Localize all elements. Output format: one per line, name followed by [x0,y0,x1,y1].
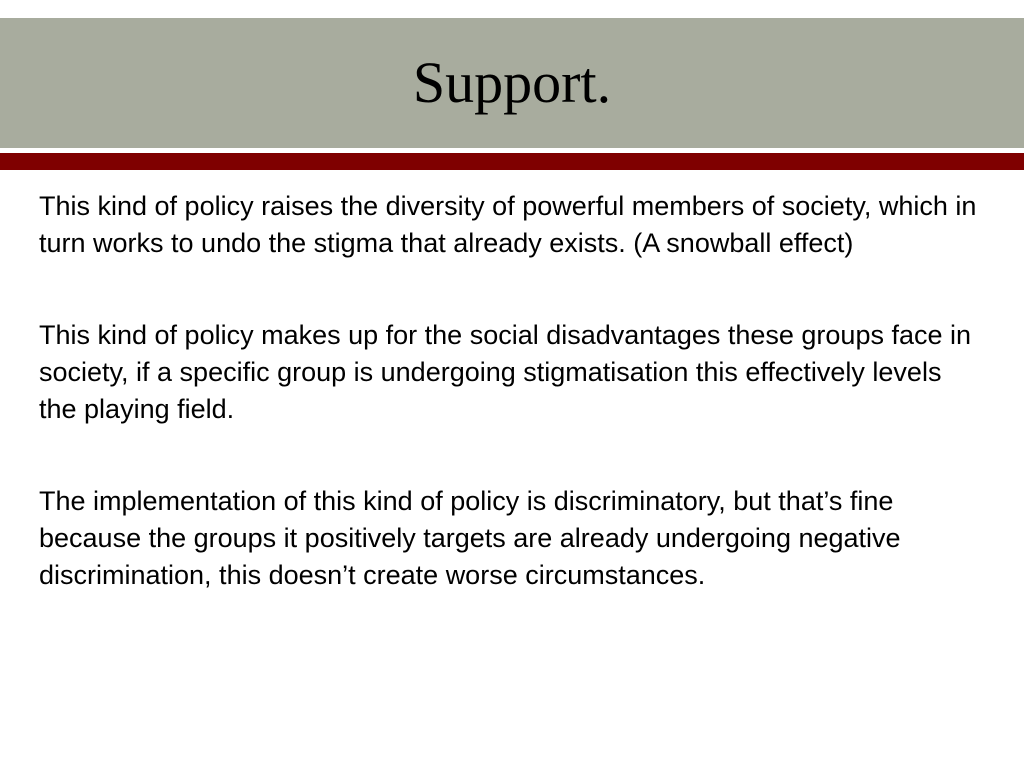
paragraph-1: This kind of policy raises the diversity of powerful members of society, which in turn works to undo the stigma that already exists. (A snowball effect) [39,191,977,258]
slide-body [39,188,979,649]
slide-title: Support. [412,50,612,115]
paragraph-2: This kind of policy makes up for the social disadvantages these groups face in society, if a specific group is undergoing stigmatisation this effectively levels the playing field. [39,320,972,424]
paragraph-3: The implementation of this kind of policy is discriminatory, but that’s fine because the groups it positively targets are already undergoing negative discrimination, this doesn’t create worse circumstances. [39,486,901,590]
accent-bar [0,153,1024,170]
